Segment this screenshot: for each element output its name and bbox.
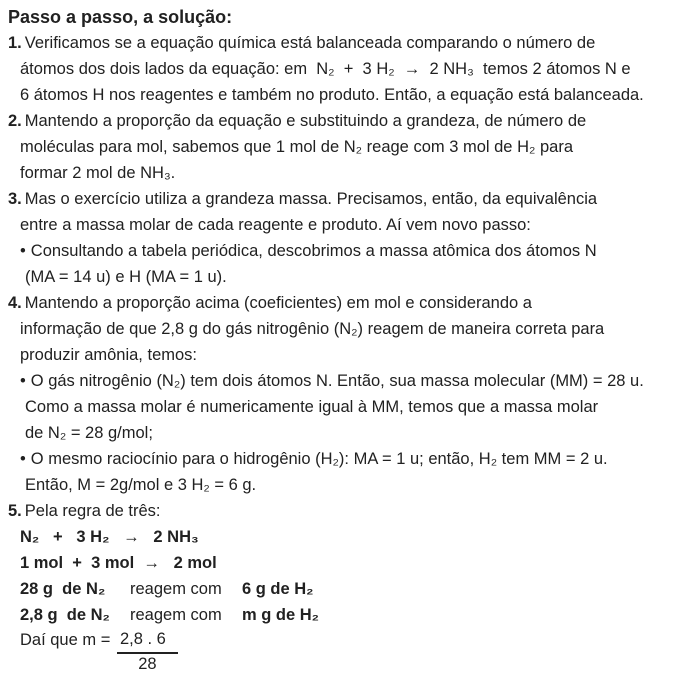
bullet-text: O mesmo raciocínio para o hidrogênio (H₂): MA = 1 u; então, H₂ tem MM = 2 u. bbox=[30, 450, 608, 468]
proportion-row-2-right: m g de H₂ bbox=[242, 606, 320, 624]
mol-equation: 1 mol + 3 mol → 2 mol bbox=[20, 554, 217, 572]
step-5-line-1 bbox=[8, 498, 681, 524]
step-4-line-1 bbox=[8, 290, 681, 316]
step-4-text: Mantendo a proporção acima (coeficientes) em mol e considerando a bbox=[24, 294, 532, 312]
proportion-row-2-left: 2,8 g de N₂ bbox=[20, 606, 110, 624]
step-4-bullet-1-line-1 bbox=[8, 368, 681, 394]
step-3-bullet-1-line-1 bbox=[8, 238, 681, 264]
proportion-row-1 bbox=[8, 576, 681, 602]
conclusion-line bbox=[8, 628, 681, 675]
fraction bbox=[117, 628, 178, 675]
step-4-bullet-1-line-3: de N₂ = 28 g/mol; bbox=[25, 424, 153, 442]
bullet-text: Consultando a tabela periódica, descobrimos a massa atômica dos átomos N bbox=[30, 242, 597, 260]
step-5-text: Pela regra de três: bbox=[24, 502, 161, 520]
step-2-line-3: formar 2 mol de NH₃. bbox=[20, 164, 176, 182]
page-title: Passo a passo, a solução: bbox=[8, 7, 233, 27]
step-1-line-2: átomos dos dois lados da equação: em N₂ + 3 H₂ → 2 NH₃ temos 2 átomos N e bbox=[20, 60, 631, 78]
proportion-row-1-right: 6 g de H₂ bbox=[242, 580, 314, 598]
step-4-bullet-2-line-1 bbox=[8, 446, 681, 472]
step-3-number: 3. bbox=[8, 190, 22, 208]
step-3-text: Mas o exercício utiliza a grandeza massa. Precisamos, então, da equivalência bbox=[24, 190, 598, 208]
step-2-number: 2. bbox=[8, 112, 22, 130]
bullet-text: O gás nitrogênio (N₂) tem dois átomos N. Então, sua massa molecular (MM) = 28 u. bbox=[30, 372, 644, 390]
proportion-row-1-mid: reagem com bbox=[130, 580, 222, 598]
step-2-line-1 bbox=[8, 108, 681, 134]
fraction-denominator: 28 bbox=[138, 655, 157, 673]
step-1-number: 1. bbox=[8, 34, 22, 52]
step-3-bullet-1-line-2: (MA = 14 u) e H (MA = 1 u). bbox=[25, 268, 227, 286]
fraction-numerator: 2,8 . 6 bbox=[117, 628, 178, 654]
step-3-line-1 bbox=[8, 186, 681, 212]
step-4-number: 4. bbox=[8, 294, 22, 312]
step-2-text: Mantendo a proporção da equação e substituindo a grandeza, de número de bbox=[24, 112, 587, 130]
step-4-line-2: informação de que 2,8 g do gás nitrogênio (N₂) reagem de maneira correta para bbox=[20, 320, 605, 338]
proportion-row-2 bbox=[8, 602, 681, 628]
bullet-marker: • bbox=[20, 372, 26, 390]
bullet-marker: • bbox=[20, 450, 26, 468]
step-1-line-3: 6 átomos H nos reagentes e também no produto. Então, a equação está balanceada. bbox=[20, 86, 644, 104]
step-2-line-2: moléculas para mol, sabemos que 1 mol de N₂ reage com 3 mol de H₂ para bbox=[20, 138, 573, 156]
proportion-row-2-mid: reagem com bbox=[130, 606, 222, 624]
step-4-bullet-1-line-2: Como a massa molar é numericamente igual à MM, temos que a massa molar bbox=[25, 398, 599, 416]
conclusion-prefix: Daí que m = bbox=[20, 631, 115, 649]
bullet-marker: • bbox=[20, 242, 26, 260]
proportion-row-1-left: 28 g de N₂ bbox=[20, 580, 106, 598]
step-5-number: 5. bbox=[8, 502, 22, 520]
step-1-line-1 bbox=[8, 30, 681, 56]
step-4-bullet-2-line-2: Então, M = 2g/mol e 3 H₂ = 6 g. bbox=[25, 476, 257, 494]
step-1-text: Verificamos se a equação química está balanceada comparando o número de bbox=[24, 34, 596, 52]
step-3-line-2: entre a massa molar de cada reagente e produto. Aí vem novo passo: bbox=[20, 216, 531, 234]
step-4-line-3: produzir amônia, temos: bbox=[20, 346, 197, 364]
chemical-equation: N₂ + 3 H₂ → 2 NH₃ bbox=[20, 528, 199, 546]
